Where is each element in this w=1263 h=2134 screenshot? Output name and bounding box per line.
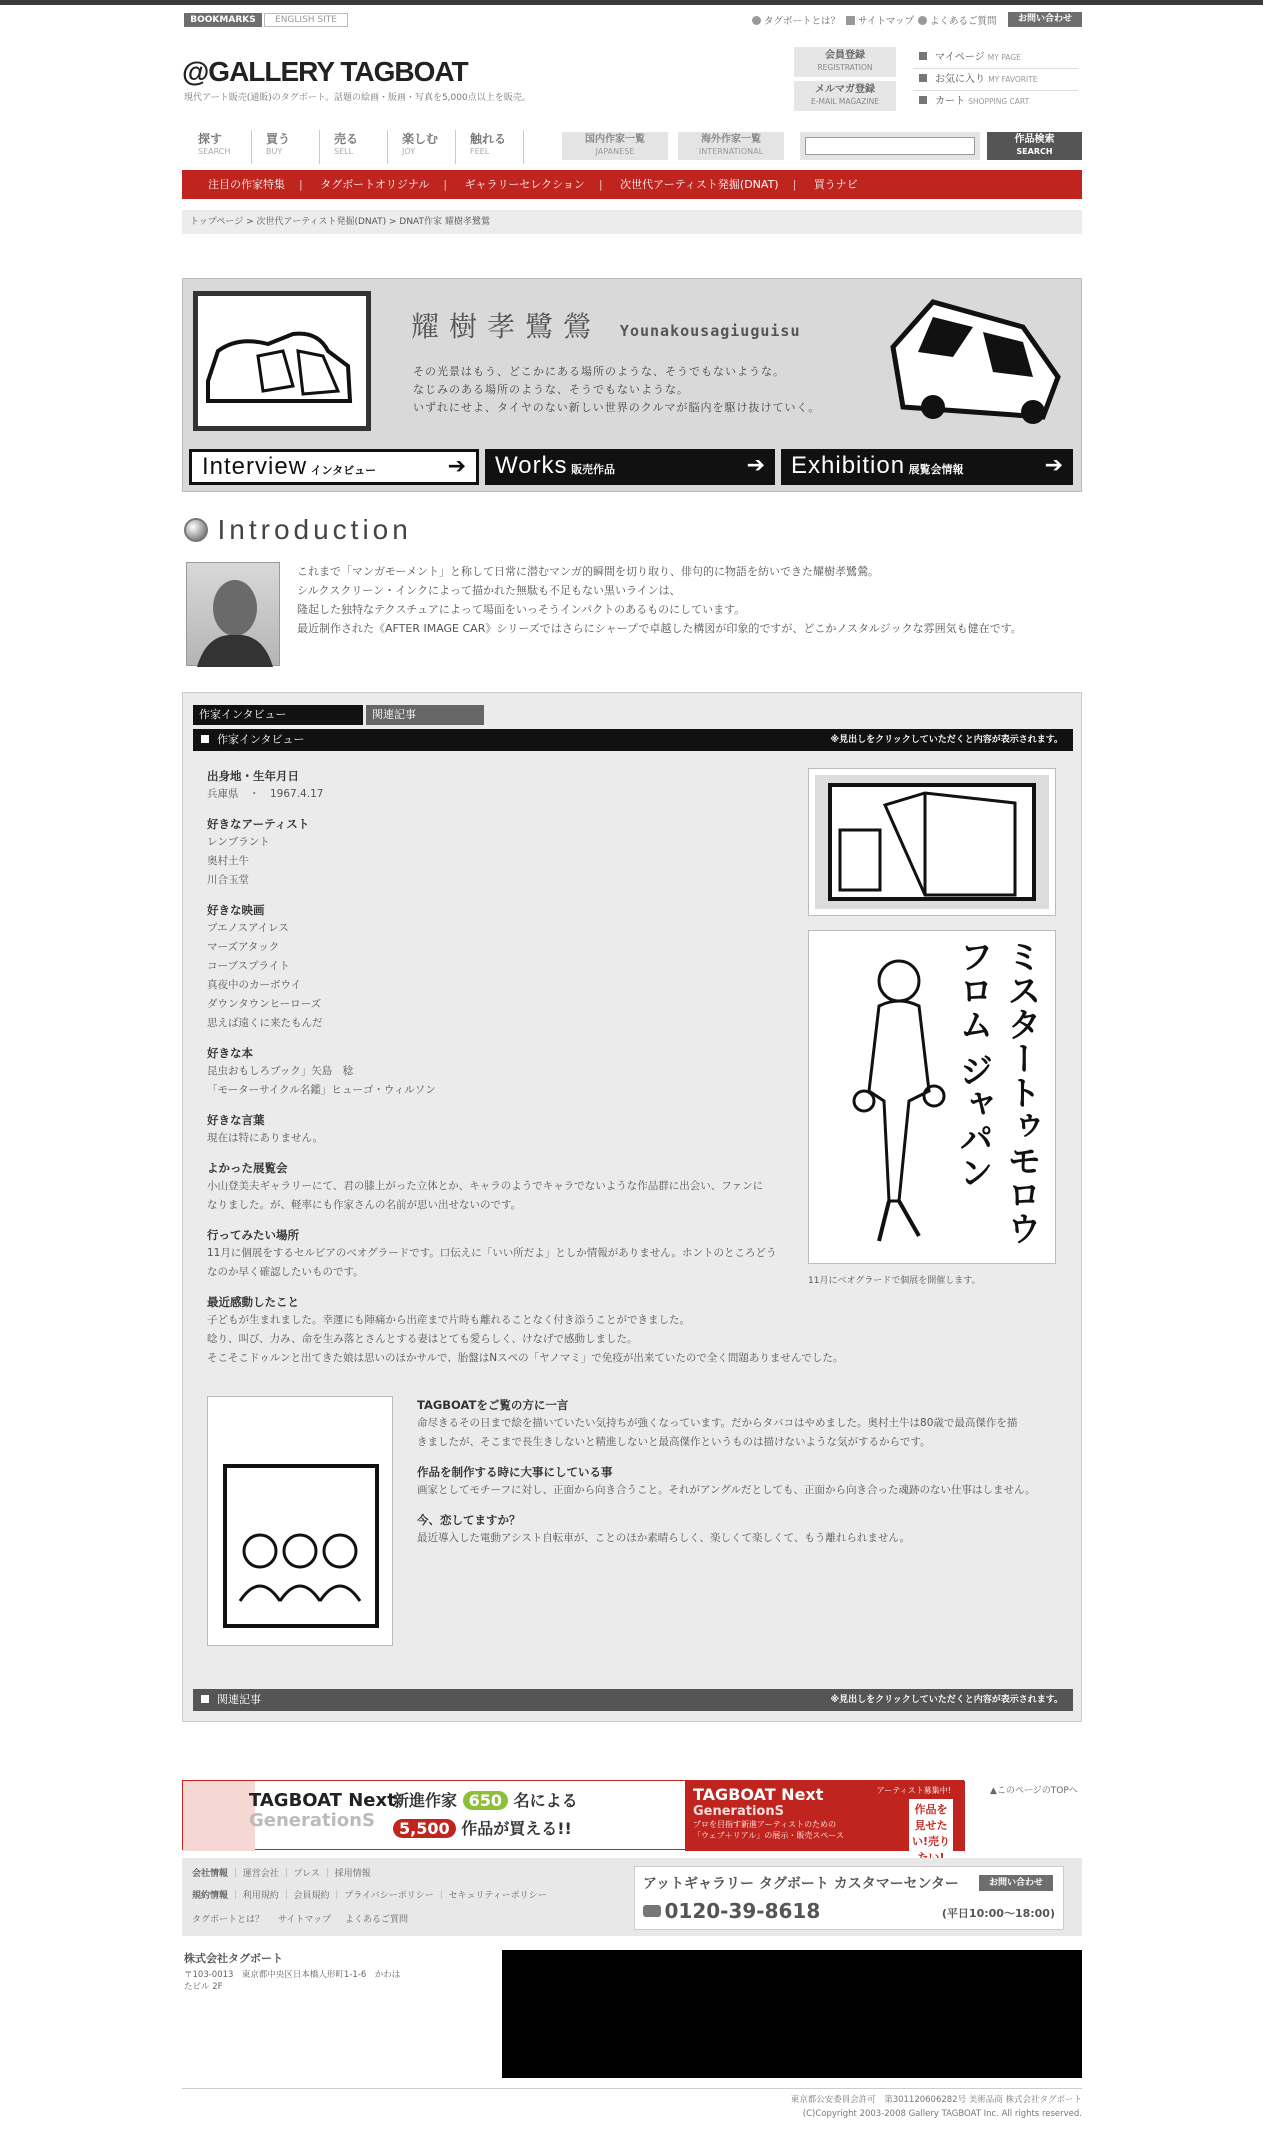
banner-line: なじみのある場所のような、そうでもないような。 [413,383,689,396]
qa-item [417,1511,1057,1548]
nav-label: 探す [198,132,223,146]
breadcrumb-dnat[interactable]: 次世代アーティスト発掘(DNAT) [256,217,387,227]
qa-item [207,767,807,804]
qa-answer: 唸り、叫び、力み、命を生み落とさんとする妻はとても愛らしく、けなげで感動しました。 [207,1333,638,1345]
portrait-icon [187,563,281,667]
separator: ｜ [228,1891,243,1901]
qa-question: 好きな言葉 [207,1113,265,1127]
qa-answer: 命尽きるその日まで絵を描いていたい気持ちが強くなっています。だからタバコはやめました。奥村土牛は80歳で最高傑作を描 [417,1417,1018,1429]
faq-link[interactable] [918,13,997,27]
promo-right-brand-2: GenerationS [693,1804,784,1819]
main-nav [184,130,1084,164]
company-name: 株式会社タグボート [184,1952,283,1965]
qa-question: 今、恋してますか？ [417,1513,521,1527]
center-title: アットギャラリー タグボート カスタマーセンター [643,1876,959,1892]
poster-caption: 11月にベオグラードで個展を開催します。 [808,1276,981,1286]
intro-line: 最近制作された《AFTER IMAGE CAR》シリーズではさらにシャープで卓越した構図が印象的ですが、どこかノスタルジックな雰囲気も健在です。 [297,622,1022,635]
tab-ja: インタビュー [310,464,377,477]
footer-bottom [182,2088,1082,2121]
section-note: ※見出しをクリックしていただくと内容が表示されます。 [830,735,1063,745]
sitemap-label: サイトマップ [858,16,914,27]
japanese-artists-button[interactable] [562,132,668,160]
search-box [800,132,980,160]
about-link[interactable] [752,13,840,27]
promo-sub-2: 「ウェブ＋リアル」の展示・販売スペース [693,1831,844,1840]
nav-label: 売る [334,132,359,146]
search-button-label: 作品検索 [1014,134,1055,145]
qa-answer: そこそこドゥルンと出てきた娘は思いのほかサルで、胎盤はNスペの「ヤノマミ」で免疫が出来ていたので全く問題ありませんでした。 [207,1352,844,1364]
qa-answer: ダウンタウンヒーローズ [207,998,322,1010]
qa-answer: レンブラント [207,836,270,848]
poster-text: ミスタートゥモロウ フロム ジャパン [953,939,1041,1245]
promo-recruit: アーティスト募集中! [876,1786,951,1795]
section-header[interactable] [193,729,1073,751]
footer-link[interactable]: 採用情報 [334,1869,371,1879]
contact-label: お問い合わせ [1017,14,1072,24]
footer [182,1858,1082,1936]
separator: | [598,178,603,191]
banner-line: その光景はもう、どこかにある場所のような、そうでもないような。 [413,365,785,378]
nav-joy[interactable] [388,130,456,164]
related-note: ※見出しをクリックしていただくと内容が表示されます。 [830,1695,1063,1705]
rednav-featured[interactable]: 注目の作家特集 [208,178,285,191]
up-arrow-icon: ▲ [990,1786,997,1796]
qa-answer: なりました。が、軽率にも作家さんの名前が思い出せないのです。 [207,1199,522,1211]
footer-row-1 [192,1866,371,1879]
arrow-icon [919,74,927,82]
banner-artwork [193,291,371,431]
nav-label: 楽しむ [402,132,439,146]
promo-brand [249,1791,396,1831]
top-border [0,0,1263,5]
intro-heading [184,514,412,544]
footer-link[interactable]: 利用規約 [242,1891,279,1901]
mypage-label: マイページ [935,52,985,63]
tab-exhibition[interactable] [781,449,1073,485]
promo-brand-2: GenerationS [249,1810,375,1831]
promo-buy: 作品が買える!! [461,1819,572,1838]
separator: | [443,178,448,191]
promo-new: 新進作家 [393,1791,458,1810]
qa-question: 最近感動したこと [207,1295,299,1309]
qa-answer: 昆虫おもしろブック」矢島 稔 [207,1065,354,1077]
intro-text [297,562,1077,638]
tab-related-articles[interactable]: 関連記事 [366,705,484,725]
account-links [913,47,1078,113]
footer-link[interactable]: プレス [293,1869,320,1879]
tab-ja: 展覧会情報 [908,463,964,476]
qa-answer: マーズアタック [207,941,280,953]
breadcrumb-home[interactable]: トップページ [190,217,244,227]
intro-line: これまで「マンガモーメント」と称して日常に潜むマンガ的瞬間を切り取り、俳句的に物語を紡いできた耀樹孝鷺鶯。 [297,565,880,578]
artwork-poster [808,930,1056,1264]
promo-banner[interactable] [182,1780,964,1850]
company-info [184,1950,424,1992]
magazine-label: メルマガ登録 [815,84,875,95]
qa-answer: 川合玉堂 [207,874,249,886]
qa-answer: ブエノスアイレス [207,922,289,934]
qa-item [207,815,807,890]
footer-link[interactable]: タグボートとは？ [192,1915,265,1925]
page-top-link[interactable] [990,1783,1078,1796]
separator: | [792,178,797,191]
phone-icon [643,1905,661,1917]
nav-label: 買う [266,132,291,146]
nav-sub: BUY [266,147,283,156]
qa-answer: 画家としてモチーフに対し、正面から向き合うこと。それがアングルだとしても、正面から向き合った魂跡のない仕事はしません。 [417,1484,1036,1496]
footer-link[interactable]: 会員規約 [293,1891,330,1901]
favorite-label: お気に入り [935,74,985,85]
separator: | [299,178,303,191]
intro-line: シルクスクリーン・インクによって描かれた無駄も不足もない黒いラインは、 [297,584,681,597]
footer-link[interactable]: セキュリティーポリシー [448,1891,547,1901]
qa-question: 好きな映画 [207,903,265,917]
tab-en: Interview [202,453,308,480]
square-icon [201,1695,209,1703]
nav-search[interactable] [184,130,252,164]
qa-answer: 現在は特にありません。 [207,1132,324,1144]
breadcrumb-current: DNAT作家 耀樹孝鷺鶯 [399,217,490,227]
artwork-helmets [207,1396,393,1646]
magazine-button[interactable] [794,81,896,111]
intro-title: Introduction [217,514,412,545]
tab-artist-interview[interactable]: 作家インタビュー [193,705,363,725]
nav-sub: FEEL [470,147,490,156]
artist-name [411,305,800,345]
qa-question: 好きな本 [207,1046,253,1060]
customer-center [634,1866,1064,1930]
sitemap-link[interactable] [846,13,914,27]
cart-sub: SHOPPING CART [968,97,1030,106]
qa-question: 出身地・生年月日 [207,769,299,783]
qa-answer: 11月に個展をするセルビアのベオグラードです。口伝えに「いい所だよ」としか情報がありません。ホントのところどう [207,1247,777,1259]
arrow-icon [919,96,927,104]
search-button[interactable] [987,132,1082,160]
search-button-sub: SEARCH [1016,147,1053,156]
footer-link[interactable]: サイトマップ [278,1915,332,1925]
page-top-label: このページのTOPへ [996,1786,1078,1796]
qa-list-2 [417,1396,1057,1559]
related-title: 関連記事 [217,1693,261,1706]
promo-5500: 5,500 [393,1819,456,1838]
qa-answer: 小山登美夫ギャラリーにて、君の膝上がった立体とか、キャラのようでキャラでないような作品群に出会い、ファンに [207,1180,764,1192]
qa-question: よかった展覧会 [207,1161,288,1175]
faq-icon [918,16,927,25]
qa-item [207,901,807,1033]
cart-label: カート [935,96,965,107]
promo-side: 作品を見せたい!売り [909,1799,953,1867]
tab-en: Works [495,452,568,479]
interview-panel [182,692,1082,1722]
tab-works[interactable] [485,449,775,485]
tab-interview[interactable] [189,449,479,485]
register-button[interactable] [794,47,896,77]
qa-answer: 最近導入した電動アシスト自転車が、ことのほか素晴らしく、楽しくて楽しくて、もう離れられません。 [417,1532,910,1544]
cart-link[interactable] [913,91,1078,113]
separator: ｜ [278,1891,294,1901]
list-label: 国内作家一覧 [585,134,645,145]
qa-answer: なのか早く確認したいものです。 [207,1266,364,1278]
company-address: 〒103-0013 東京都中央区日本橋人形町1-1-6 かわは [184,1970,401,1980]
related-header[interactable] [193,1689,1073,1711]
qa-question: 行ってみたい場所 [207,1228,299,1242]
site-tagline: 現代アート販売(通販)のタグボート。話題の絵画・版画・写真を5,000点以上を販売。 [184,93,531,103]
artist-name-ja: 耀樹孝鷺鶯 [411,310,602,343]
tab-ja: 販売作品 [571,463,616,476]
international-artists-button[interactable] [678,132,784,160]
promo-right [685,1781,965,1851]
qa-question: 好きなアーティスト [207,817,310,831]
arrow-right-icon: ➔ [746,453,765,478]
site-logo[interactable]: @GALLERY TAGBOAT [182,56,468,87]
mypage-sub: MY PAGE [987,53,1021,62]
promo-sub: プロを目指す新進アーティストのための [693,1820,837,1829]
arrow-icon [919,52,927,60]
qa-question: 作品を制作する時に大事にしている事 [417,1465,613,1479]
promo-left [183,1781,255,1851]
qa-answer: 「モーターサイクル名鑑」ヒューゴ・ウィルソン [207,1084,436,1096]
nav-sub: JOY [402,147,416,156]
tab-en: Exhibition [791,452,906,479]
promo-brand-1: TAGBOAT Next [249,1790,396,1811]
qa-answer: 奥村土牛 [207,855,249,867]
sitemap-icon [846,16,855,25]
footer-link[interactable]: プライバシーポリシー [344,1891,434,1901]
rednav-dnat[interactable]: 次世代アーティスト発掘(DNAT) [620,178,779,191]
magazine-sub: E-MAIL MAGAZINE [811,97,879,106]
list-sub: JAPANESE [595,147,635,156]
qa-item [207,1159,807,1215]
bookmarks-button[interactable]: BOOKMARKS [184,13,262,27]
about-label: タグボートとは？ [764,16,841,27]
helmets-drawing-icon [220,1411,382,1633]
promo-650: 650 [463,1791,508,1810]
qa-item [417,1396,1057,1452]
qa-item [417,1463,1057,1500]
artist-photo [186,562,280,666]
rednav-gallery[interactable]: ギャラリーセレクション [464,178,585,191]
search-input[interactable] [805,137,975,155]
promo-by: 名による [513,1791,578,1810]
qa-answer: 思えば遠くに来たもんだ [207,1017,323,1029]
contact-button[interactable] [1008,12,1082,27]
separator: ｜ [278,1869,294,1879]
company-address-2: たビル 2F [184,1982,223,1992]
register-sub: REGISTRATION [817,63,873,72]
intro-line: 隆起した独特なテクスチュアによって場面をいっそうインパクトのあるものにしています。 [297,603,746,616]
map-area [502,1950,1082,2078]
qa-item [207,1044,807,1100]
faq-label: よくあるご質問 [930,16,997,27]
promo-line-2 [393,1815,693,1843]
separator: ｜ [433,1891,449,1901]
tilted-car-icon [873,287,1073,437]
qa-answer: コーブスプライト [207,960,290,972]
footer-link[interactable]: よくあるご質問 [345,1915,409,1925]
license-text: 東京都公安委員会許可 第301120606282号 美術品商 株式会社タグボート [790,2095,1082,2105]
rednav-navi[interactable]: 買うナビ [813,178,858,191]
list-label: 海外作家一覧 [701,134,761,145]
phone-row [643,1899,1055,1923]
footer-link[interactable]: 運営会社 [242,1869,279,1879]
footer-terms-label: 規約情報 [192,1891,229,1901]
breadcrumb: トップページ > 次世代アーティスト発掘(DNAT) > DNAT作家 耀樹孝鷺鶯 [182,210,1082,234]
footer-row-3 [192,1912,408,1925]
qa-question: TAGBOATをご覧の方に一言 [417,1398,569,1412]
info-icon [752,16,761,25]
artist-name-en: Younakousagiuguisu [619,322,801,340]
rednav-original[interactable]: タグボートオリジナル [320,178,430,191]
separator: ｜ [319,1869,335,1879]
bullet-circle-icon [184,518,208,542]
qa-answer: きましたが、そこまで長生きしないと精進しないと最高傑作というものは描けないような気がするからです。 [417,1436,931,1448]
artist-banner [182,278,1082,492]
phone-hours: (平日10:00～18:00) [941,1907,1055,1920]
qa-answer: 子どもが生まれました。幸運にも陣痛から出産まで片時も離れることなく付き添うことができました。 [207,1314,690,1326]
qa-item [207,1111,807,1148]
qa-answer: 真夜中のカーボウイ [207,979,302,991]
footer-row-2 [192,1888,547,1901]
copyright-text: (C)Copyright 2003-2008 Gallery TAGBOAT Inc. All rights reserved. [802,2109,1082,2119]
favorite-link[interactable] [913,69,1078,91]
nav-label: 触れる [470,132,507,146]
separator: ｜ [329,1891,345,1901]
arrow-right-icon: ➔ [447,454,466,479]
qa-answer: 兵庫県 ・ 1967.4.17 [207,788,324,800]
promo-line-1 [393,1787,693,1815]
mypage-link[interactable] [913,47,1078,69]
footer-contact-button[interactable]: お問い合わせ [979,1875,1053,1891]
nav-sub: SEARCH [198,147,231,156]
register-label: 会員登録 [825,50,865,61]
square-icon [201,735,209,743]
nav-buy[interactable] [252,130,320,164]
separator: ｜ [228,1869,243,1879]
artwork-room [808,768,1056,916]
banner-desc [413,363,820,417]
qa-item [207,1226,807,1282]
banner-line: いずれにせよ、タイヤのない新しい世界のクルマが脳内を駆け抜けていく。 [413,401,821,414]
car-drawing-icon [198,296,366,426]
footer-company-label: 会社情報 [192,1869,229,1879]
phone-number: 0120-39-8618 [664,1899,821,1923]
red-nav [182,170,1082,199]
nav-feel[interactable] [456,130,524,164]
arrow-right-icon: ➔ [1044,453,1063,478]
list-sub: INTERNATIONAL [698,147,764,156]
promo-right-brand: TAGBOAT Next [693,1785,824,1804]
english-site-link[interactable]: ENGLISH SITE [264,13,348,27]
favorite-sub: MY FAVORITE [988,75,1038,84]
promo-middle [393,1787,693,1843]
qa-item [207,1293,1067,1368]
qa-list [207,767,844,1368]
nav-sell[interactable] [320,130,388,164]
section-title: 作家インタビュー [217,733,305,746]
nav-sub: SELL [334,147,354,156]
room-drawing-icon [815,775,1049,909]
